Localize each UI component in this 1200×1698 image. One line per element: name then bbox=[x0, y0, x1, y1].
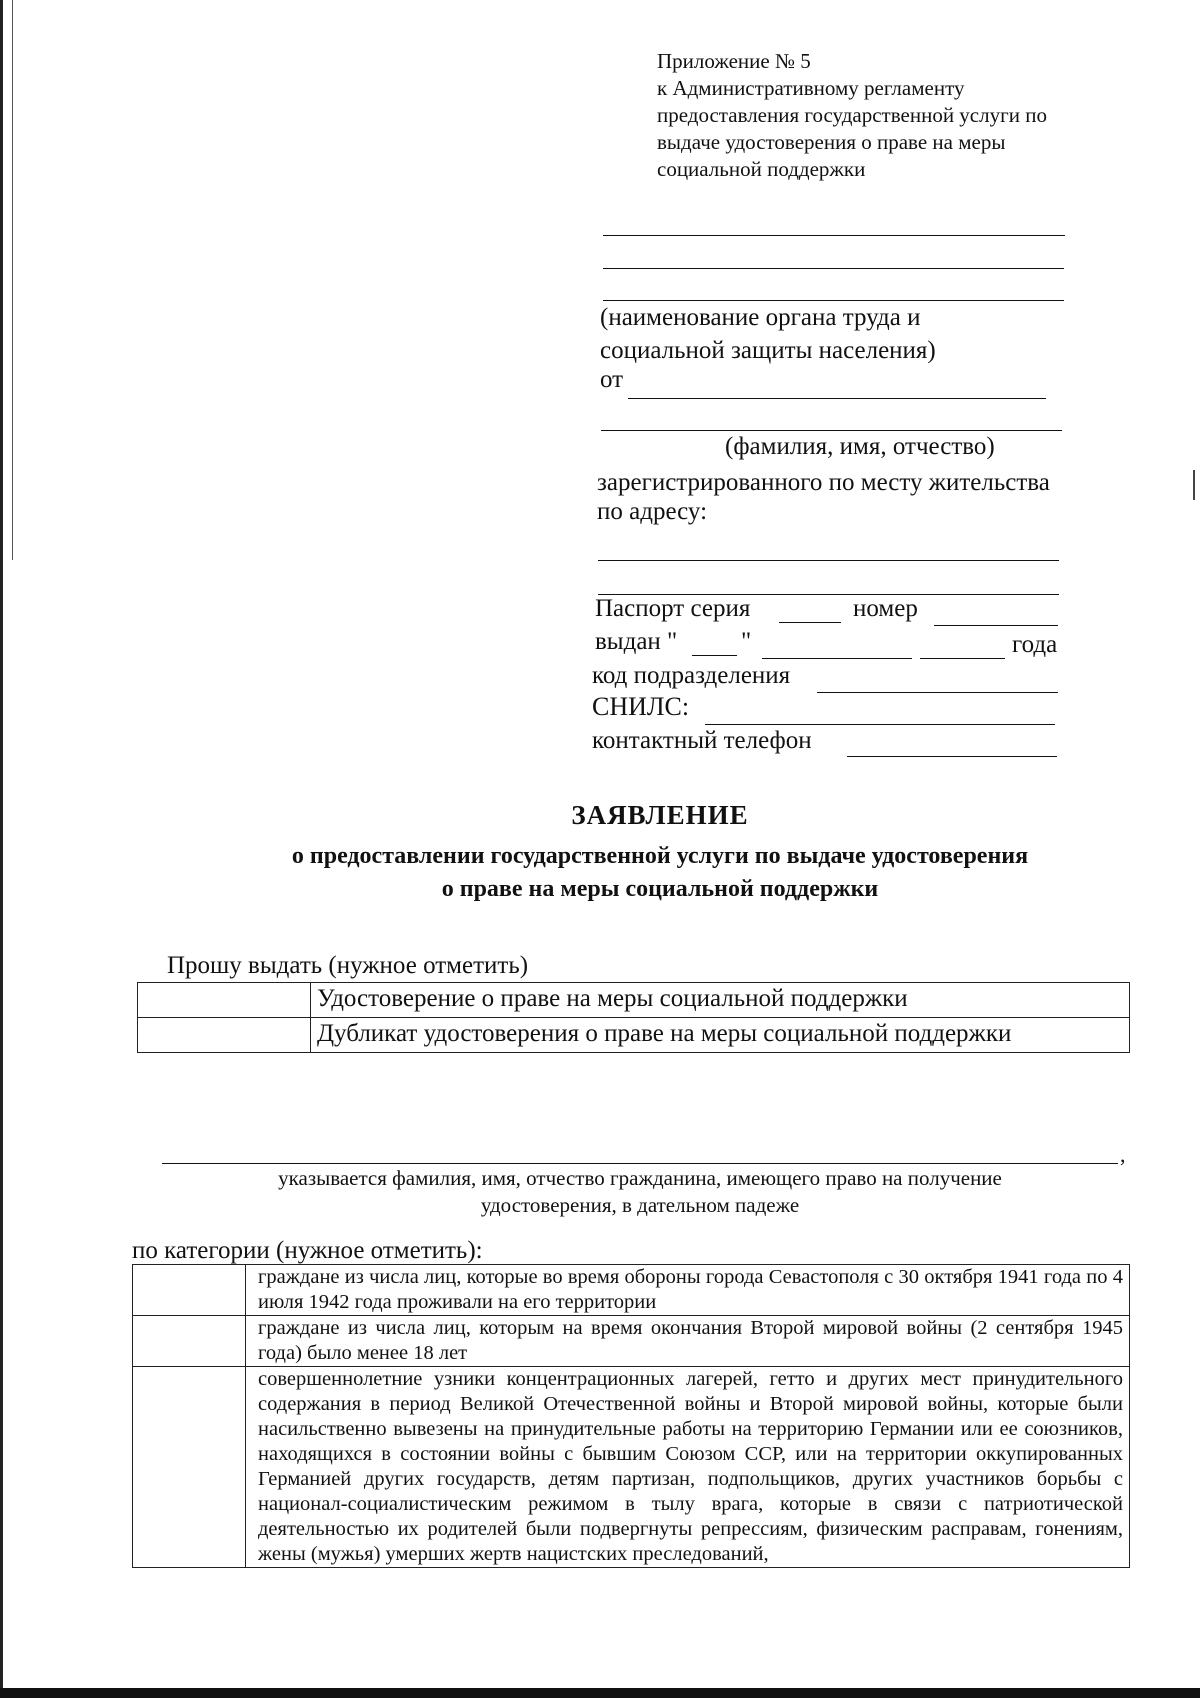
table-row bbox=[138, 1018, 1130, 1053]
fio-caption: (фамилия, имя, отчество) bbox=[725, 433, 995, 460]
year-label: года bbox=[1012, 631, 1058, 658]
recipient-note-line: удостоверения, в дательном падеже bbox=[480, 1193, 800, 1217]
passport-number-label: номер bbox=[853, 595, 918, 622]
passport-series-line[interactable] bbox=[779, 622, 841, 623]
category-checkbox[interactable] bbox=[133, 1367, 246, 1568]
issued-label: выдан " bbox=[595, 628, 678, 655]
request-option-label: Дубликат удостоверения о праве на меры социальной поддержки bbox=[311, 1018, 1130, 1053]
passport-number-line[interactable] bbox=[934, 625, 1058, 626]
request-option-checkbox[interactable] bbox=[138, 1018, 311, 1053]
scan-mark-right bbox=[1193, 470, 1195, 500]
table-row bbox=[133, 1316, 1130, 1367]
category-label: совершеннолетние узники концентрационных лагерей, гетто и других мест принудительного содержания в период Великой Отечественной войны и Второй мировой войны, которые были насильственно вывезены на принудительные работы на территорию Германии или ее союзников, находящихся в состоянии войны с бывшим Союзом ССР, или на территории оккупированных Германией других государств, детям партизан, подпольщиков, других участников борьбы с национал-социалистическим режимом в тылу врага, которые в связи с патриотической деятельностью их родителей были подвергнуты репрессиям, физическим расправам, гонениям, жены (мужья) умерших жертв нацистских преследований, bbox=[246, 1367, 1130, 1568]
table-row bbox=[133, 1265, 1130, 1316]
category-label: граждане из числа лиц, которым на время окончания Второй мировой войны (2 сентября 1945 года) было менее 18 лет bbox=[246, 1316, 1130, 1367]
fio-line[interactable] bbox=[601, 430, 1062, 431]
snils-line[interactable] bbox=[705, 724, 1055, 725]
issued-quote: " bbox=[741, 628, 752, 655]
category-label: граждане из числа лиц, которые во время обороны города Севастополя с 30 октября 1941 года по 4 июля 1942 года проживали на его территории bbox=[246, 1265, 1130, 1316]
document-title: ЗАЯВЛЕНИЕ bbox=[571, 800, 749, 830]
appendix-line: предоставления государственной услуги по bbox=[657, 103, 1047, 127]
request-option-checkbox[interactable] bbox=[138, 983, 311, 1018]
scan-edge-bottom bbox=[0, 1688, 1200, 1698]
appendix-line: выдаче удостоверения о праве на меры bbox=[657, 130, 1006, 154]
category-checkbox[interactable] bbox=[133, 1265, 246, 1316]
from-line[interactable] bbox=[628, 398, 1046, 399]
appendix-header bbox=[657, 48, 1047, 183]
organ-caption-2: социальной защиты населения) bbox=[600, 337, 936, 364]
division-code-line[interactable] bbox=[817, 692, 1058, 693]
request-option-label: Удостоверение о праве на меры социальной поддержки bbox=[311, 983, 1130, 1018]
categories-lead: по категории (нужное отметить): bbox=[132, 1237, 483, 1264]
table-row bbox=[138, 983, 1130, 1018]
scan-edge-left-inner bbox=[0, 0, 13, 560]
recipient-note bbox=[160, 1165, 1120, 1219]
categories-table bbox=[132, 1264, 1130, 1568]
document-subtitle-2: о праве на меры социальной поддержки bbox=[441, 876, 879, 902]
category-checkbox[interactable] bbox=[133, 1316, 246, 1367]
request-lead: Прошу выдать (нужное отметить) bbox=[167, 952, 529, 979]
document-subtitle-1: о предоставлении государственной услуги по выдаче удостоверения bbox=[291, 843, 1029, 869]
passport-series-label: Паспорт серия bbox=[595, 595, 751, 622]
organ-line-3[interactable] bbox=[603, 300, 1064, 301]
recipient-comma: , bbox=[1120, 1142, 1126, 1167]
recipient-note-line: указывается фамилия, имя, отчество гражданина, имеющего право на получение bbox=[278, 1166, 1002, 1190]
snils-label: СНИЛС: bbox=[592, 692, 690, 721]
phone-line[interactable] bbox=[847, 756, 1057, 757]
registered-label-2: по адресу: bbox=[597, 498, 708, 525]
address-line-1[interactable] bbox=[598, 560, 1059, 561]
request-options-table bbox=[137, 982, 1130, 1053]
organ-caption-1: (наименование органа труда и bbox=[600, 304, 921, 331]
appendix-line: к Административному регламенту bbox=[657, 76, 965, 100]
appendix-line: Приложение № 5 bbox=[657, 49, 811, 73]
issued-day-line[interactable] bbox=[692, 655, 737, 656]
table-row bbox=[133, 1367, 1130, 1568]
issued-month-line[interactable] bbox=[762, 658, 912, 659]
division-code-label: код подразделения bbox=[592, 662, 791, 689]
organ-line-1[interactable] bbox=[603, 235, 1065, 236]
phone-label: контактный телефон bbox=[592, 727, 812, 754]
from-label: от bbox=[600, 366, 624, 393]
registered-label-1: зарегистрированного по месту жительства bbox=[597, 469, 1050, 496]
appendix-line: социальной поддержки bbox=[657, 157, 866, 181]
recipient-fio-line[interactable] bbox=[162, 1163, 1118, 1164]
organ-line-2[interactable] bbox=[603, 268, 1064, 269]
issued-year-line[interactable] bbox=[920, 658, 1005, 659]
